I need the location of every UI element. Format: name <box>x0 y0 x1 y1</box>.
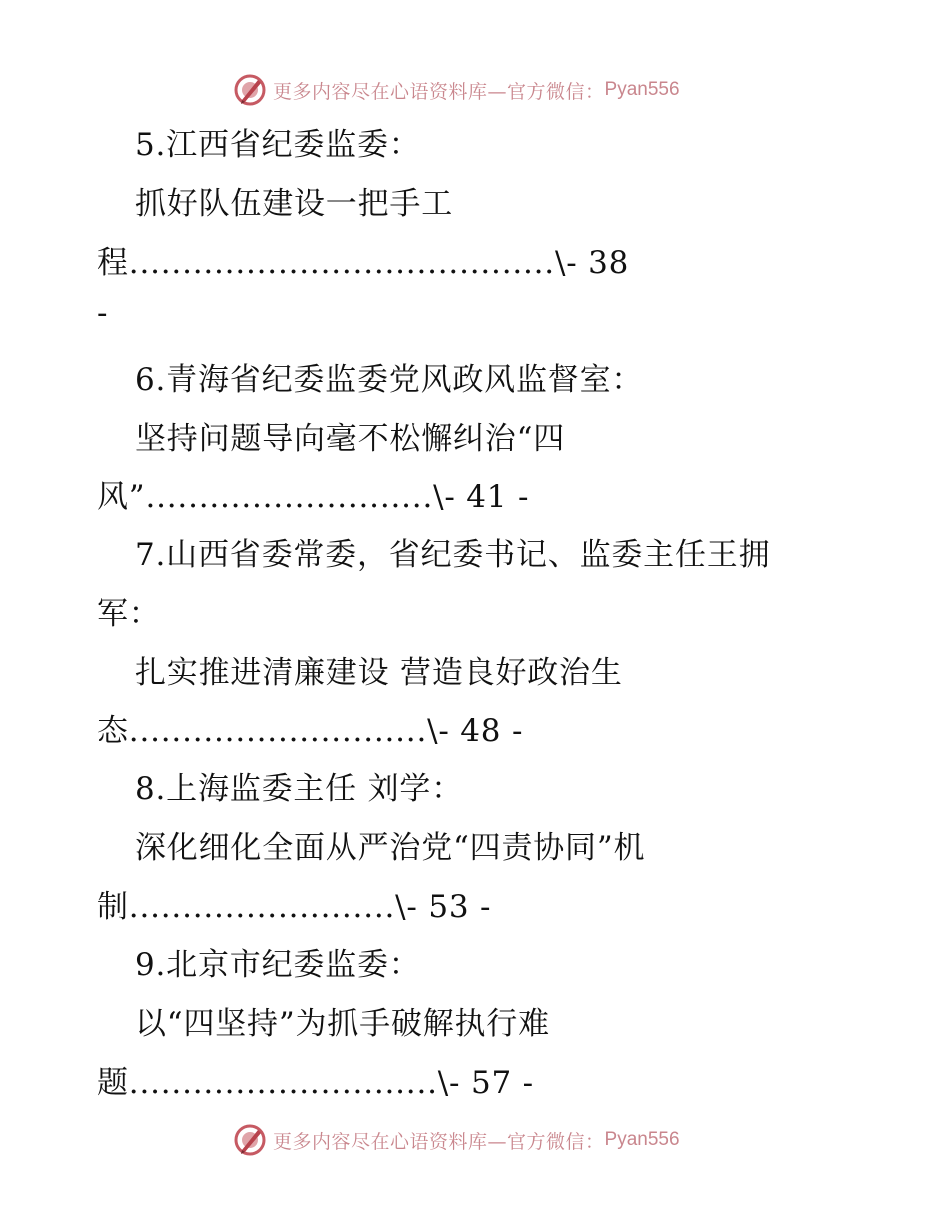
watermark-footer <box>233 1122 680 1158</box>
toc-title: 抓好队伍建设一把手工 <box>135 186 453 222</box>
toc-title: 扎实推进清廉建设 营造良好政治生 <box>135 655 623 691</box>
watermark-header <box>233 72 680 108</box>
watermark-account: Pyan556 <box>604 1129 680 1150</box>
toc-leader-line: 风”...........................\- 41 - <box>97 479 530 515</box>
toc-heading: 9.北京市纪委监委： <box>135 947 421 983</box>
toc-heading-continued: 军： <box>97 596 161 632</box>
toc-leader-line: 态............................\- 48 - <box>97 713 524 749</box>
toc-heading: 8.上海监委主任 刘学： <box>135 771 464 807</box>
pen-logo-icon <box>233 73 267 107</box>
watermark-text: 更多内容尽在心语资料库—官方微信： <box>273 80 605 103</box>
pen-logo-icon <box>233 1123 267 1157</box>
watermark-account: Pyan556 <box>604 79 680 100</box>
toc-title: 坚持问题导向毫不松懈纠治“四 <box>135 421 566 457</box>
toc-leader-line: 制.........................\- 53 - <box>97 889 492 925</box>
toc-title: 深化细化全面从严治党“四责协同”机 <box>135 830 646 866</box>
watermark-text: 更多内容尽在心语资料库—官方微信： <box>273 1130 605 1153</box>
toc-title: 以“四坚持”为抓手破解执行难 <box>135 1006 550 1042</box>
toc-leader-line: 题.............................\- 57 - <box>97 1065 534 1101</box>
toc-heading: 7.山西省委常委，省纪委书记、监委主任王拥 <box>135 537 771 573</box>
toc-page-tail: - <box>97 295 109 331</box>
toc-leader-line: 程........................................\- 38 <box>97 245 630 281</box>
toc-heading: 6.青海省纪委监委党风政风监督室： <box>135 362 644 398</box>
toc-heading: 5.江西省纪委监委： <box>135 127 421 163</box>
